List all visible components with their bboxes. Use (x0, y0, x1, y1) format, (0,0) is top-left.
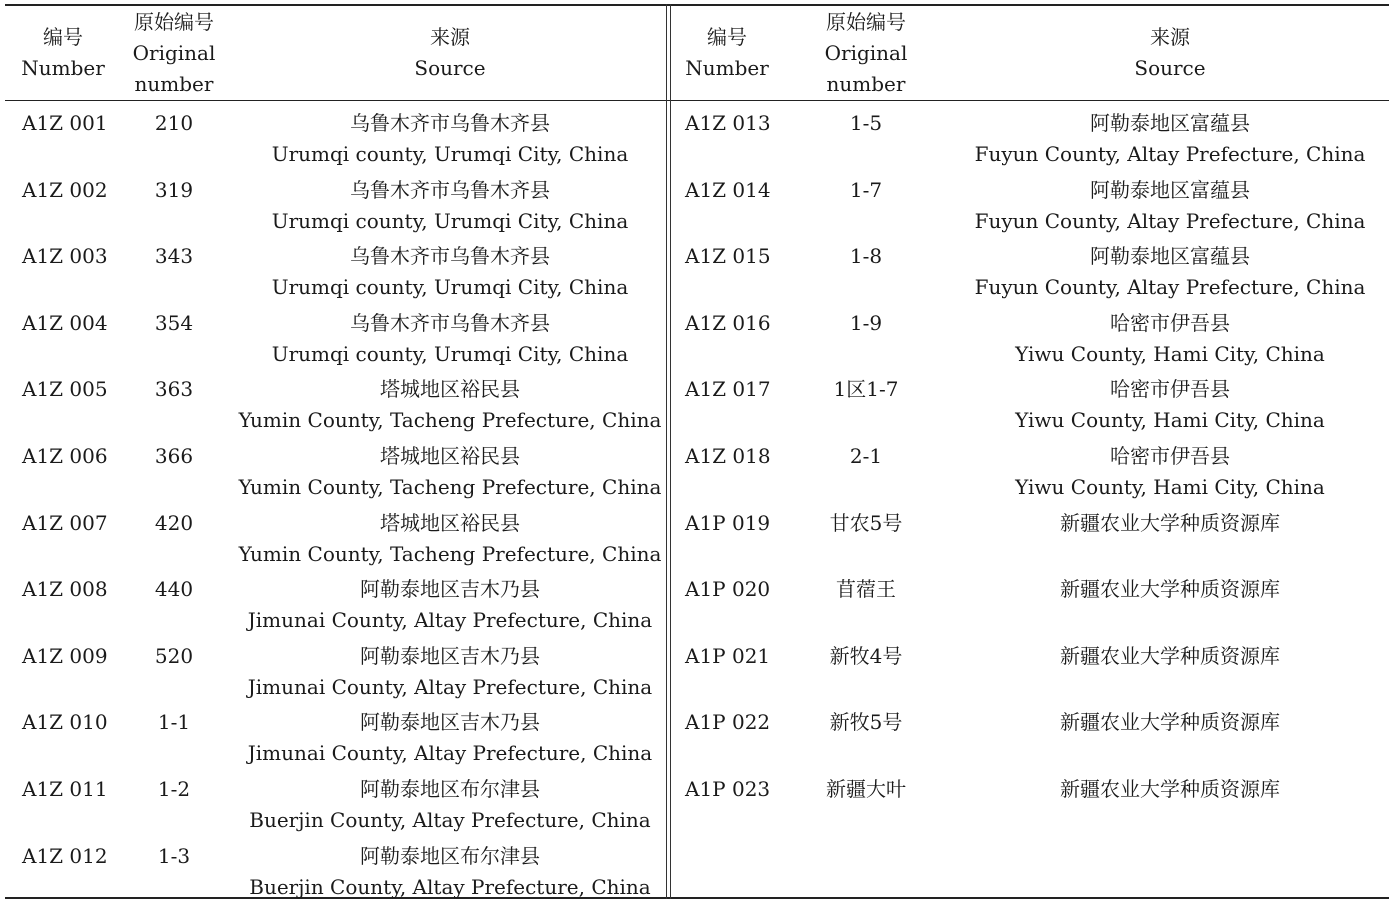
source-english: Yiwu County, Hami City, China (1015, 408, 1325, 433)
cell-original-number: 苜蓿王 (836, 577, 896, 602)
source-english: Yumin County, Tacheng Prefecture, China (238, 474, 662, 499)
source-chinese: 塔城地区裕民县 (380, 510, 520, 535)
cell-number: A1P 021 (685, 643, 771, 668)
cell-original-number: 甘农5号 (829, 510, 903, 535)
table-row (671, 639, 1389, 706)
cell-original-number: 343 (154, 244, 194, 269)
table-row (5, 239, 666, 306)
cell-source (235, 175, 665, 237)
source-chinese: 阿勒泰地区吉木乃县 (360, 577, 540, 602)
source-chinese: 新疆农业大学种质资源库 (1060, 577, 1280, 602)
table-body-left (5, 106, 666, 905)
header-number-en: Number (21, 56, 105, 80)
header-number-cn: 编号 (707, 25, 747, 49)
table-row (671, 306, 1389, 373)
source-chinese: 乌鲁木齐市乌鲁木齐县 (350, 111, 550, 135)
table-row (671, 439, 1389, 506)
cell-number: A1Z 005 (22, 377, 108, 402)
cell-source (235, 241, 665, 303)
source-chinese: 哈密市伊吾县 (1110, 377, 1230, 402)
header-number-en: Number (685, 56, 769, 80)
source-chinese: 新疆农业大学种质资源库 (1060, 776, 1280, 801)
header-source-cn: 来源 (1150, 25, 1190, 49)
cell-number: A1Z 018 (685, 443, 771, 468)
header-original (121, 6, 227, 100)
table-row (5, 372, 666, 439)
header-source (235, 6, 665, 100)
source-chinese: 乌鲁木齐市乌鲁木齐县 (350, 244, 550, 269)
cell-source (235, 108, 665, 170)
cell-original-number: 1-1 (157, 710, 191, 735)
header-original-en1: Original (132, 40, 216, 65)
cell-original-number: 1-9 (849, 310, 883, 335)
header-original-en2: number (826, 71, 906, 96)
table-row (5, 572, 666, 639)
cell-number: A1P 022 (685, 710, 771, 735)
header-number (671, 6, 783, 100)
cell-original-number: 520 (154, 643, 194, 668)
cell-source (971, 774, 1369, 805)
source-chinese: 阿勒泰地区富蕴县 (1090, 177, 1250, 202)
cell-source (971, 308, 1369, 370)
source-chinese: 阿勒泰地区富蕴县 (1090, 111, 1250, 135)
table-row (671, 572, 1389, 639)
source-chinese: 阿勒泰地区吉木乃县 (360, 643, 540, 668)
table-row (671, 173, 1389, 240)
header-number (5, 6, 121, 100)
source-chinese: 塔城地区裕民县 (380, 443, 520, 468)
source-chinese: 乌鲁木齐市乌鲁木齐县 (350, 310, 550, 335)
cell-number: A1Z 007 (22, 510, 108, 535)
source-english: Fuyun County, Altay Prefecture, China (974, 208, 1366, 233)
header-source (971, 6, 1369, 100)
source-english: Yumin County, Tacheng Prefecture, China (238, 408, 662, 433)
cell-number: A1Z 006 (22, 443, 108, 468)
table-row (671, 705, 1389, 772)
cell-number: A1Z 017 (685, 377, 771, 402)
cell-original-number: 新牧4号 (829, 643, 903, 668)
cell-number: A1Z 015 (685, 244, 771, 269)
table-row (671, 372, 1389, 439)
source-chinese: 哈密市伊吾县 (1110, 310, 1230, 335)
header-source-cn: 来源 (430, 25, 470, 49)
cell-original-number: 210 (154, 111, 194, 135)
cell-original-number: 1-5 (849, 111, 883, 135)
source-chinese: 阿勒泰地区布尔津县 (360, 843, 540, 868)
header-source-en: Source (1134, 56, 1206, 80)
cell-number: A1Z 009 (22, 643, 108, 668)
cell-number: A1Z 002 (22, 177, 108, 202)
cell-number: A1Z 003 (22, 244, 108, 269)
source-chinese: 新疆农业大学种质资源库 (1060, 510, 1280, 535)
column-divider (666, 4, 667, 899)
table-row (5, 705, 666, 772)
cell-original-number: 1-8 (849, 244, 883, 269)
cell-source (235, 707, 665, 769)
table-row (671, 239, 1389, 306)
cell-number: A1P 020 (685, 577, 771, 602)
table-row (5, 639, 666, 706)
cell-original-number: 420 (154, 510, 194, 535)
table-row (5, 306, 666, 373)
header-original-cn: 原始编号 (826, 9, 906, 34)
header-original-en2: number (134, 71, 214, 96)
cell-original-number: 新牧5号 (829, 710, 903, 735)
cell-original-number: 354 (154, 310, 194, 335)
source-chinese: 阿勒泰地区富蕴县 (1090, 244, 1250, 269)
table-row (5, 439, 666, 506)
cell-source (971, 574, 1369, 605)
cell-source (971, 175, 1369, 237)
source-english: Buerjin County, Altay Prefecture, China (249, 807, 651, 832)
source-chinese: 新疆农业大学种质资源库 (1060, 643, 1280, 668)
cell-number: A1Z 004 (22, 310, 108, 335)
table-row (5, 106, 666, 173)
cell-source (971, 241, 1369, 303)
cell-number: A1Z 001 (22, 111, 108, 135)
source-english: Urumqi county, Urumqi City, China (271, 341, 629, 366)
cell-source (971, 108, 1369, 170)
source-english: Jimunai County, Altay Prefecture, China (247, 741, 653, 766)
cell-number: A1P 019 (685, 510, 771, 535)
cell-source (971, 707, 1369, 738)
cell-source (235, 641, 665, 703)
cell-original-number: 440 (154, 577, 194, 602)
cell-number: A1Z 014 (685, 177, 771, 202)
table-row (671, 106, 1389, 173)
cell-source (235, 308, 665, 370)
cell-original-number: 1-3 (157, 843, 191, 868)
table-row (671, 506, 1389, 573)
cell-original-number: 366 (154, 443, 194, 468)
source-english: Yiwu County, Hami City, China (1015, 474, 1325, 499)
source-chinese: 乌鲁木齐市乌鲁木齐县 (350, 177, 550, 202)
source-english: Fuyun County, Altay Prefecture, China (974, 142, 1366, 166)
cell-source (235, 574, 665, 636)
cell-original-number: 363 (154, 377, 194, 402)
source-english: Jimunai County, Altay Prefecture, China (247, 608, 653, 633)
source-english: Buerjin County, Altay Prefecture, China (249, 874, 651, 899)
header-original-cn: 原始编号 (134, 9, 214, 34)
cell-number: A1Z 011 (22, 776, 108, 801)
cell-source (235, 841, 665, 903)
header-original (801, 6, 931, 100)
cell-number: A1Z 008 (22, 577, 108, 602)
cell-number: A1P 023 (685, 776, 771, 801)
source-english: Urumqi county, Urumqi City, China (271, 208, 629, 233)
cell-source (971, 441, 1369, 503)
cell-source (971, 508, 1369, 539)
cell-number: A1Z 013 (685, 111, 771, 135)
cell-original-number: 1区1-7 (833, 377, 899, 402)
cell-source (235, 774, 665, 836)
cell-source (235, 374, 665, 436)
source-chinese: 塔城地区裕民县 (380, 377, 520, 402)
source-english: Urumqi county, Urumqi City, China (271, 142, 629, 166)
cell-number: A1Z 010 (22, 710, 108, 735)
cell-number: A1Z 012 (22, 843, 108, 868)
cell-source (971, 374, 1369, 436)
source-english: Yiwu County, Hami City, China (1015, 341, 1325, 366)
cell-original-number: 1-7 (849, 177, 883, 202)
table-row (5, 173, 666, 240)
table-body-right (671, 106, 1389, 839)
header-number-cn: 编号 (43, 25, 83, 49)
cell-original-number: 1-2 (157, 776, 191, 801)
cell-original-number: 319 (154, 177, 194, 202)
table-row (5, 506, 666, 573)
table-row (5, 839, 666, 905)
cell-original-number: 新疆大叶 (826, 776, 906, 801)
table-row (671, 772, 1389, 839)
source-chinese: 阿勒泰地区吉木乃县 (360, 710, 540, 735)
cell-original-number: 2-1 (849, 443, 883, 468)
source-chinese: 阿勒泰地区布尔津县 (360, 776, 540, 801)
header-original-en1: Original (824, 40, 908, 65)
source-english: Jimunai County, Altay Prefecture, China (247, 674, 653, 699)
header-source-en: Source (414, 56, 486, 80)
cell-source (235, 508, 665, 570)
header-rule (5, 100, 1389, 101)
source-english: Yumin County, Tacheng Prefecture, China (238, 541, 662, 566)
source-chinese: 新疆农业大学种质资源库 (1060, 710, 1280, 735)
cell-number: A1Z 016 (685, 310, 771, 335)
source-english: Urumqi county, Urumqi City, China (271, 275, 629, 300)
source-english: Fuyun County, Altay Prefecture, China (974, 275, 1366, 300)
table-row (5, 772, 666, 839)
cell-source (971, 641, 1369, 672)
source-chinese: 哈密市伊吾县 (1110, 443, 1230, 468)
cell-source (235, 441, 665, 503)
